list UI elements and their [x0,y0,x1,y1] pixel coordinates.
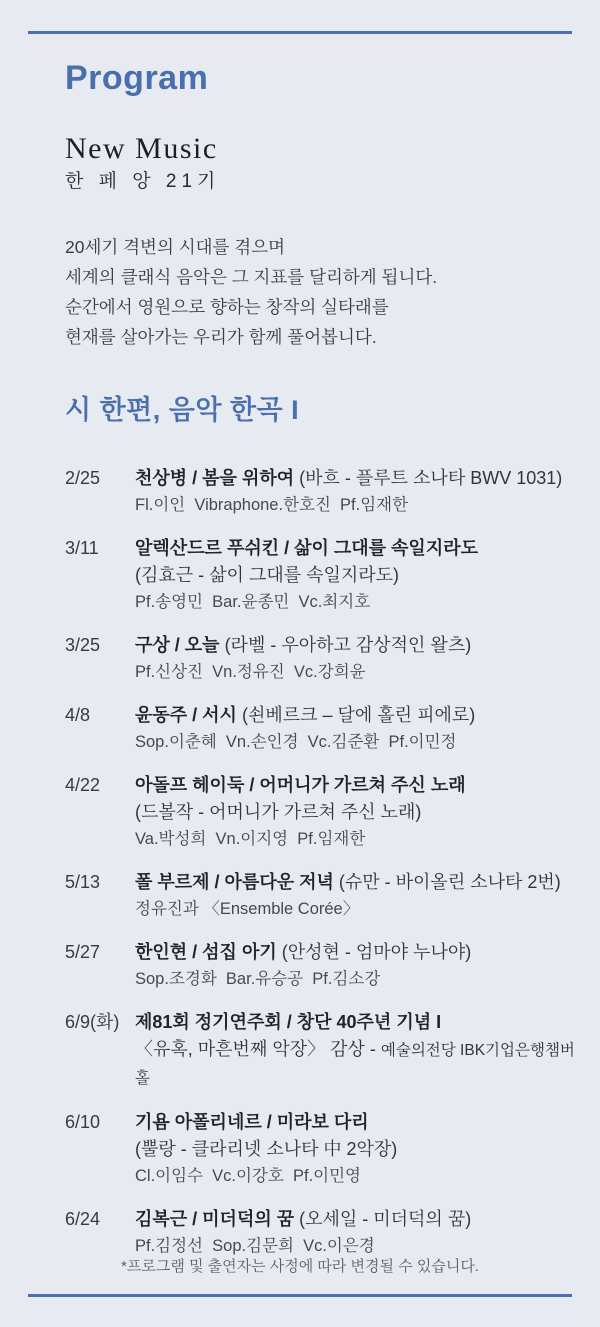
main-content [65,58,575,1276]
program-item-title-bold: 알렉산드르 푸쉬킨 / 삶이 그대를 속일지라도 [135,537,478,558]
program-item-content [135,702,575,755]
program-item-performers: Pf.김정선 Sop.김문희 Vc.이은경 [135,1236,375,1255]
intro-line: 20세기 격변의 시대를 겪으며 [65,236,286,257]
program-item-title-bold: 폴 부르제 / 아름다운 저녁 [135,871,334,892]
program-item-date: 4/8 [65,704,91,725]
program-item-content [135,535,575,615]
program-item-performers: Cl.이임수 Vc.이강호 Pf.이민영 [135,1166,361,1185]
program-item-date: 6/24 [65,1208,101,1229]
program-item-title [135,1009,575,1036]
program-item-title-note: (안성현 - 엄마야 누나야) [276,941,472,962]
program-item-title-note: (바흐 - 플루트 소나타 BWV 1031) [294,467,563,488]
program-item-title [135,1109,575,1136]
program-item-content [135,939,575,992]
program-item-title [135,632,575,659]
program-item-performers: Va.박성희 Vn.이지영 Pf.임재한 [135,829,366,848]
program-item-title [135,535,575,562]
program-item-content [135,632,575,685]
program-item-title-bold: 기욤 아폴리네르 / 미라보 다리 [135,1111,369,1132]
program-item-performers: Pf.송영민 Bar.윤종민 Vc.최지호 [135,592,371,611]
program-item-subtitle: (김효근 - 삶이 그대를 속일지라도) [135,564,400,585]
program-item-date: 3/25 [65,634,101,655]
program-item-subtitle: (드볼작 - 어머니가 가르쳐 주신 노래) [135,801,422,822]
program-item-content [135,1109,575,1189]
program-item-title-bold: 김복근 / 미더덕의 꿈 [135,1208,295,1229]
intro-line: 세계의 클래식 음악은 그 지표를 달리하게 됩니다. [65,266,438,287]
program-item-performers: 정유진과 〈Ensemble Corée〉 [135,899,360,918]
program-item [65,702,575,755]
program-item-title-bold: 한인현 / 섬집 아기 [135,941,277,962]
program-list [65,465,575,1259]
program-item-date: 5/27 [65,941,101,962]
program-item-title-note: (오세일 - 미더덕의 꿈) [294,1208,472,1229]
program-item-title [135,939,575,966]
program-item-title [135,869,575,896]
program-item-date: 2/25 [65,467,101,488]
top-divider-line [28,31,572,34]
program-item-content [135,869,575,922]
program-item-date: 4/22 [65,774,101,795]
program-item-date: 6/9(화) [65,1011,120,1032]
program-item-title-bold: 천상병 / 봄을 위하여 [135,467,295,488]
page-title: Program [65,59,209,97]
program-item-title [135,702,575,729]
program-item-title-bold: 윤동주 / 서시 [135,704,237,725]
program-item-title-note: (라벨 - 우아하고 감상적인 왈츠) [219,634,472,655]
program-item-content [135,772,575,852]
program-item [65,535,575,615]
program-item-subtitle: 〈유혹, 마흔번째 악장〉 감상 - 예술의전당 IBK기업은행챔버홀 [135,1038,575,1087]
program-item [65,1206,575,1259]
program-item-subtitle-small: 예술의전당 IBK기업은행챔버홀 [135,1041,575,1087]
program-item-performers: Pf.신상진 Vn.정유진 Vc.강희윤 [135,662,366,681]
program-item-performers: Sop.조경화 Bar.유승공 Pf.김소강 [135,969,381,988]
intro-paragraph [65,232,575,352]
program-item-title-note: (쇤베르크 – 달에 홀린 피에로) [236,704,476,725]
program-item-title-bold: 제81회 정기연주회 / 창단 40주년 기념 I [135,1011,442,1032]
intro-line: 현재를 살아가는 우리가 함께 풀어봅니다. [65,326,377,347]
program-item-content [135,1009,575,1092]
bottom-divider-line [28,1294,572,1297]
program-item [65,869,575,922]
intro-line: 순간에서 영원으로 향하는 창작의 실타래를 [65,296,389,317]
program-item-title [135,465,575,492]
concert-series-title: New Music [65,131,218,165]
program-item-title-note: (슈만 - 바이올린 소나타 2번) [333,871,561,892]
program-item-date: 3/11 [65,537,99,558]
section-title: 시 한편, 음악 한곡 I [65,394,300,425]
footer-disclaimer: *프로그램 및 출연자는 사정에 따라 변경될 수 있습니다. [121,1258,479,1275]
program-item [65,632,575,685]
program-item [65,772,575,852]
program-item-title-bold: 아돌프 헤이둑 / 어머니가 가르쳐 주신 노래 [135,774,466,795]
program-item [65,1109,575,1189]
program-item-date: 5/13 [65,871,101,892]
program-item-performers: Sop.이춘혜 Vn.손인경 Vc.김준환 Pf.이민정 [135,732,457,751]
program-item-date: 6/10 [65,1111,101,1132]
program-item [65,465,575,518]
program-item-title [135,772,575,799]
program-item-content [135,1206,575,1259]
program-item-title [135,1206,575,1233]
program-item-content [135,465,575,518]
program-item [65,939,575,992]
program-item [65,1009,575,1092]
program-item-performers: Fl.이인 Vibraphone.한호진 Pf.임재한 [135,495,409,514]
program-item-subtitle: (뿔랑 - 클라리넷 소나타 中 2악장) [135,1138,398,1159]
concert-series-subtitle: 한 페 앙 21기 [65,171,221,193]
program-item-title-bold: 구상 / 오늘 [135,634,220,655]
